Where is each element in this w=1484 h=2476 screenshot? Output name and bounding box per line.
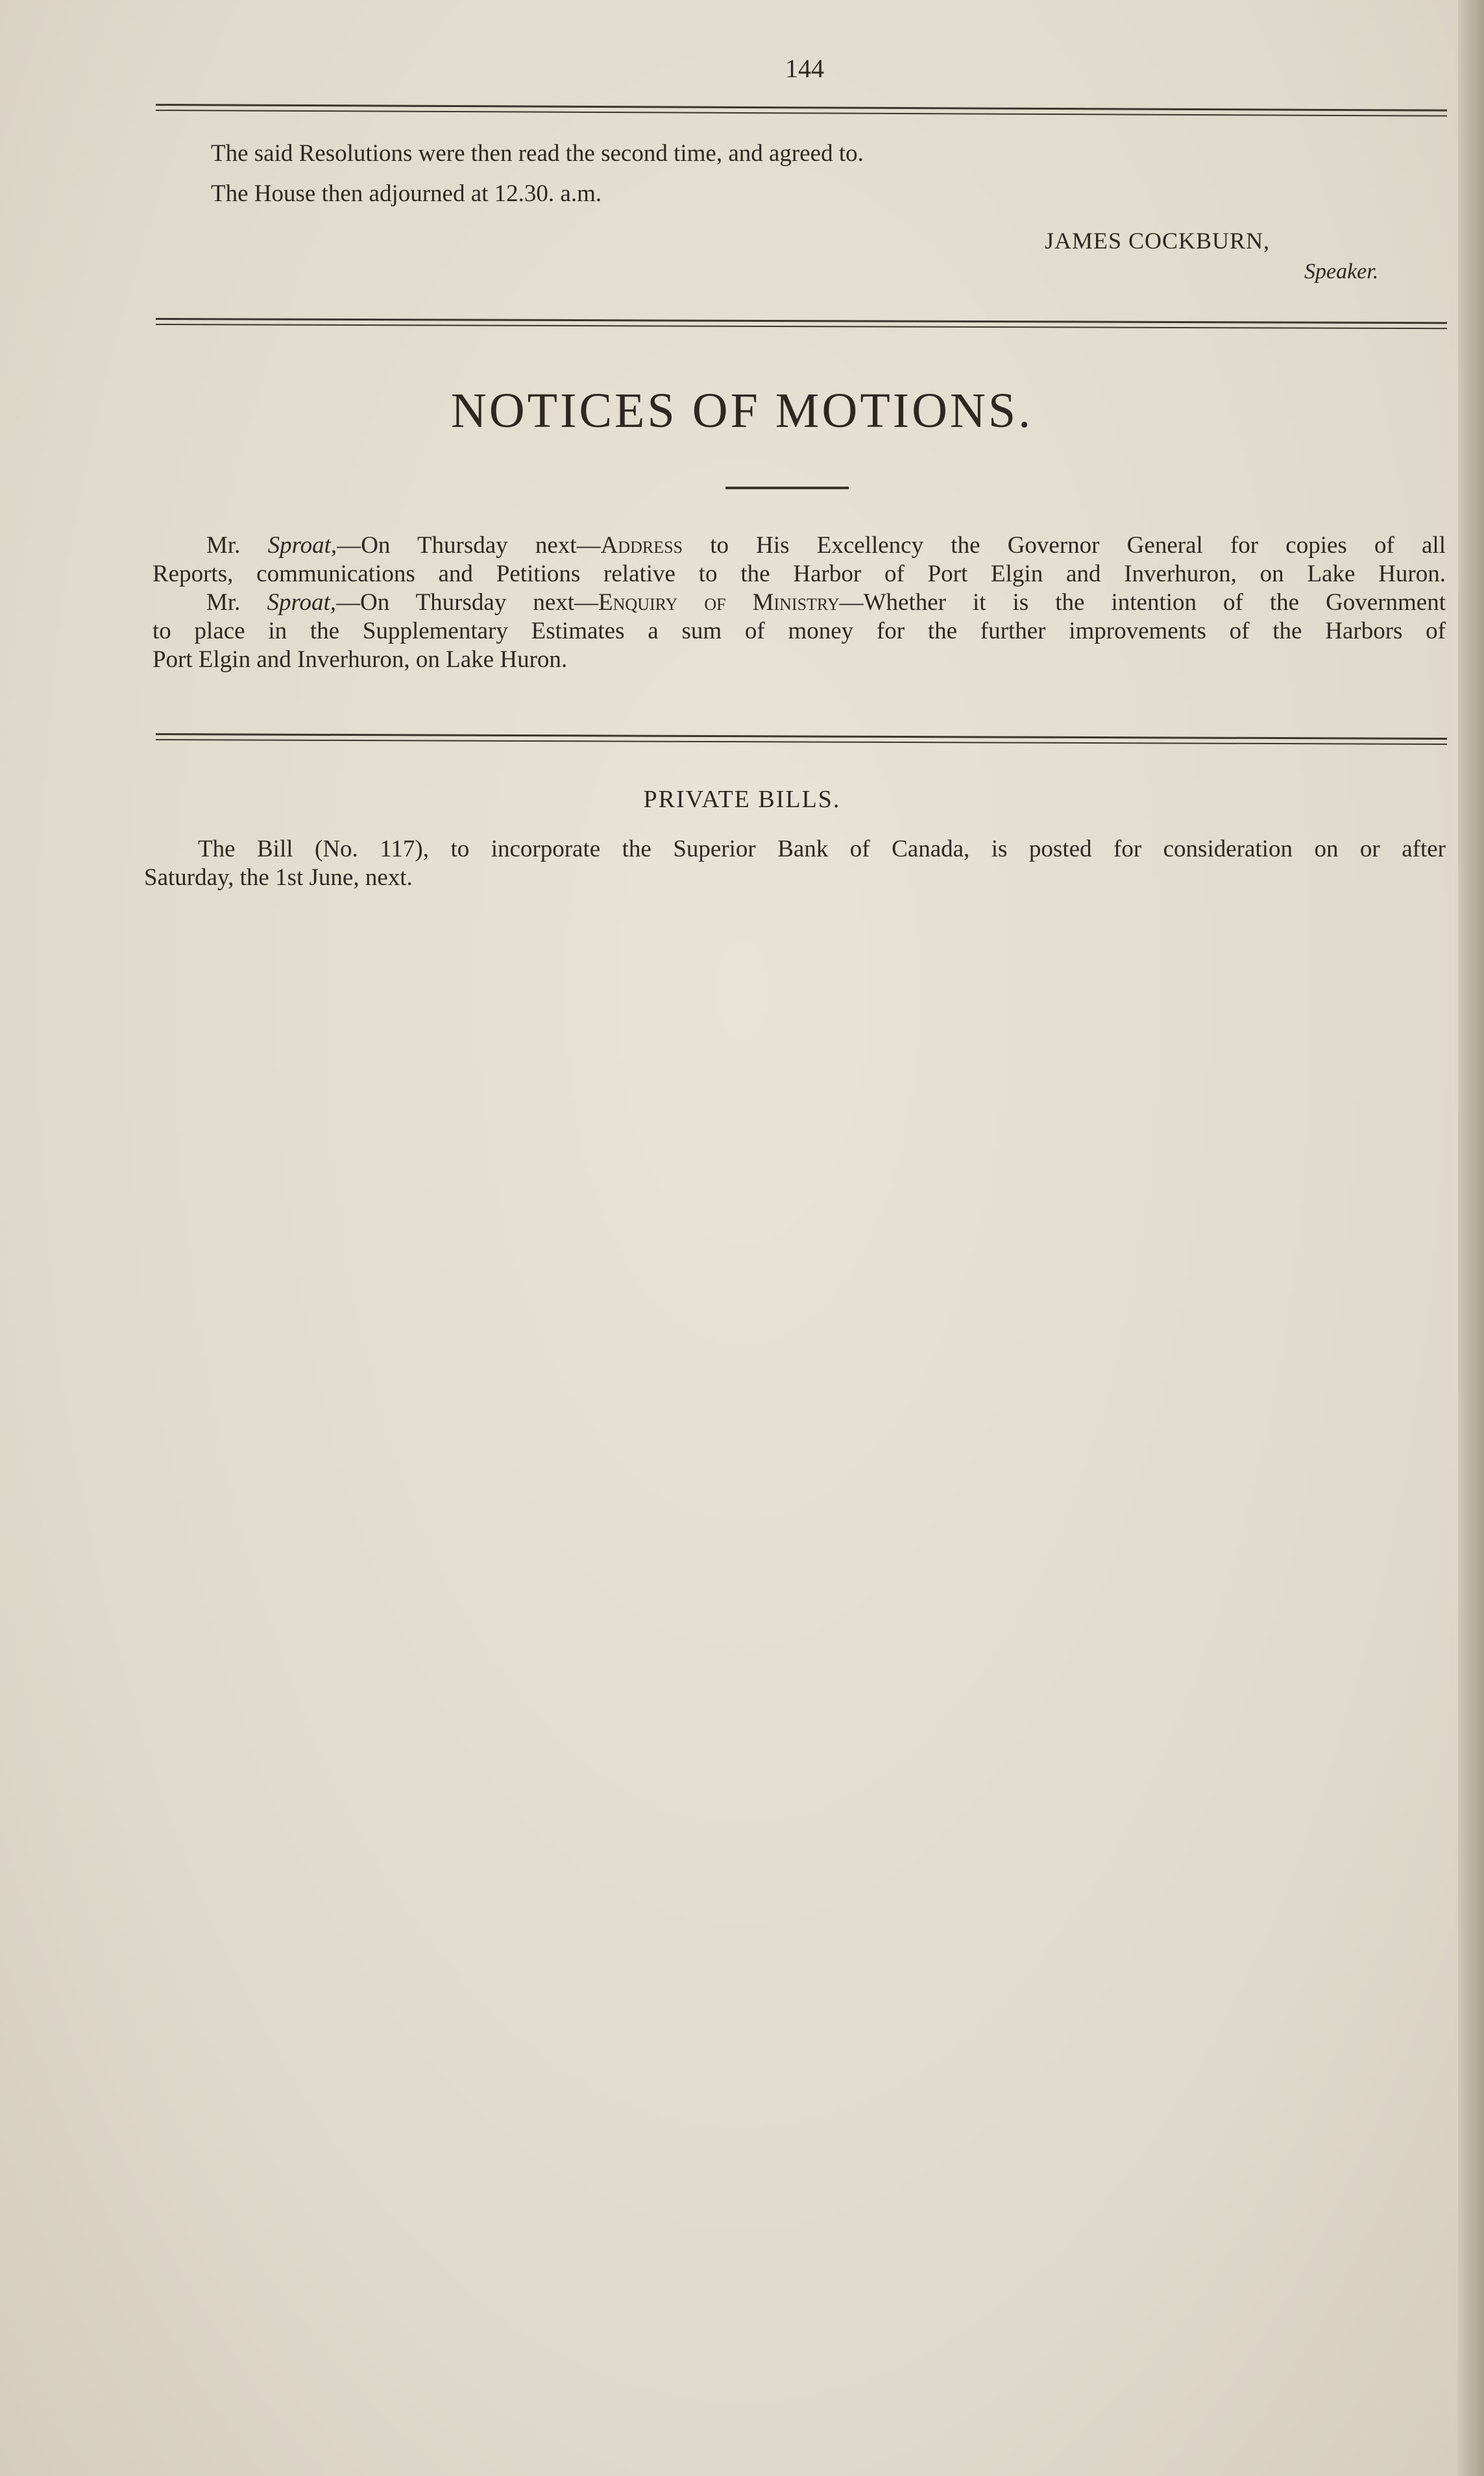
motion-1-line-2: Reports, communications and Petitions relative to the Harbor of Port Elgin and Inverhuron, on Lake Huron. <box>152 561 1446 587</box>
page-number: 144 <box>785 54 824 83</box>
top-double-rule <box>156 104 1447 117</box>
private-bill-line-2: Saturday, the 1st June, next. <box>144 864 413 891</box>
motion-1-mover: Sproat, <box>267 532 337 559</box>
motion-2-kind: Enquiry of Ministry <box>598 589 840 616</box>
page-edge-shadow <box>1458 0 1484 2476</box>
private-bill-line-1: The Bill (No. 117), to incorporate the Superior Bank of Canada, is posted for consideration on or after <box>198 836 1446 862</box>
motion-2-line-2: to place in the Supplementary Estimates a sum of money for the further improvements of the Harbors of <box>152 618 1446 644</box>
motion-2-line-1: Mr. Sproat,—On Thursday next—Enquiry of Ministry—Whether it is the intention of the Government <box>206 589 1446 616</box>
private-bills-double-rule <box>156 733 1447 745</box>
speaker-name: JAMES COCKBURN, <box>1045 228 1271 254</box>
heading-underline <box>725 487 849 489</box>
section-double-rule <box>156 318 1447 329</box>
speaker-title: Speaker. <box>1304 260 1379 284</box>
private-bills-heading: PRIVATE BILLS. <box>643 786 841 813</box>
motion-2-line-3: Port Elgin and Inverhuron, on Lake Huron. <box>152 646 568 673</box>
motion-2-mover: Sproat, <box>267 589 337 616</box>
motion-1-kind: Address <box>600 532 683 559</box>
proceedings-line-1: The said Resolutions were then read the second time, and agreed to. <box>211 140 864 167</box>
proceedings-line-2: The House then adjourned at 12.30. a.m. <box>211 180 602 207</box>
notices-heading: NOTICES OF MOTIONS. <box>450 383 1034 438</box>
motion-1-line-1: Mr. Sproat,—On Thursday next—Address to His Excellency the Governor General for copies of all <box>206 532 1446 559</box>
